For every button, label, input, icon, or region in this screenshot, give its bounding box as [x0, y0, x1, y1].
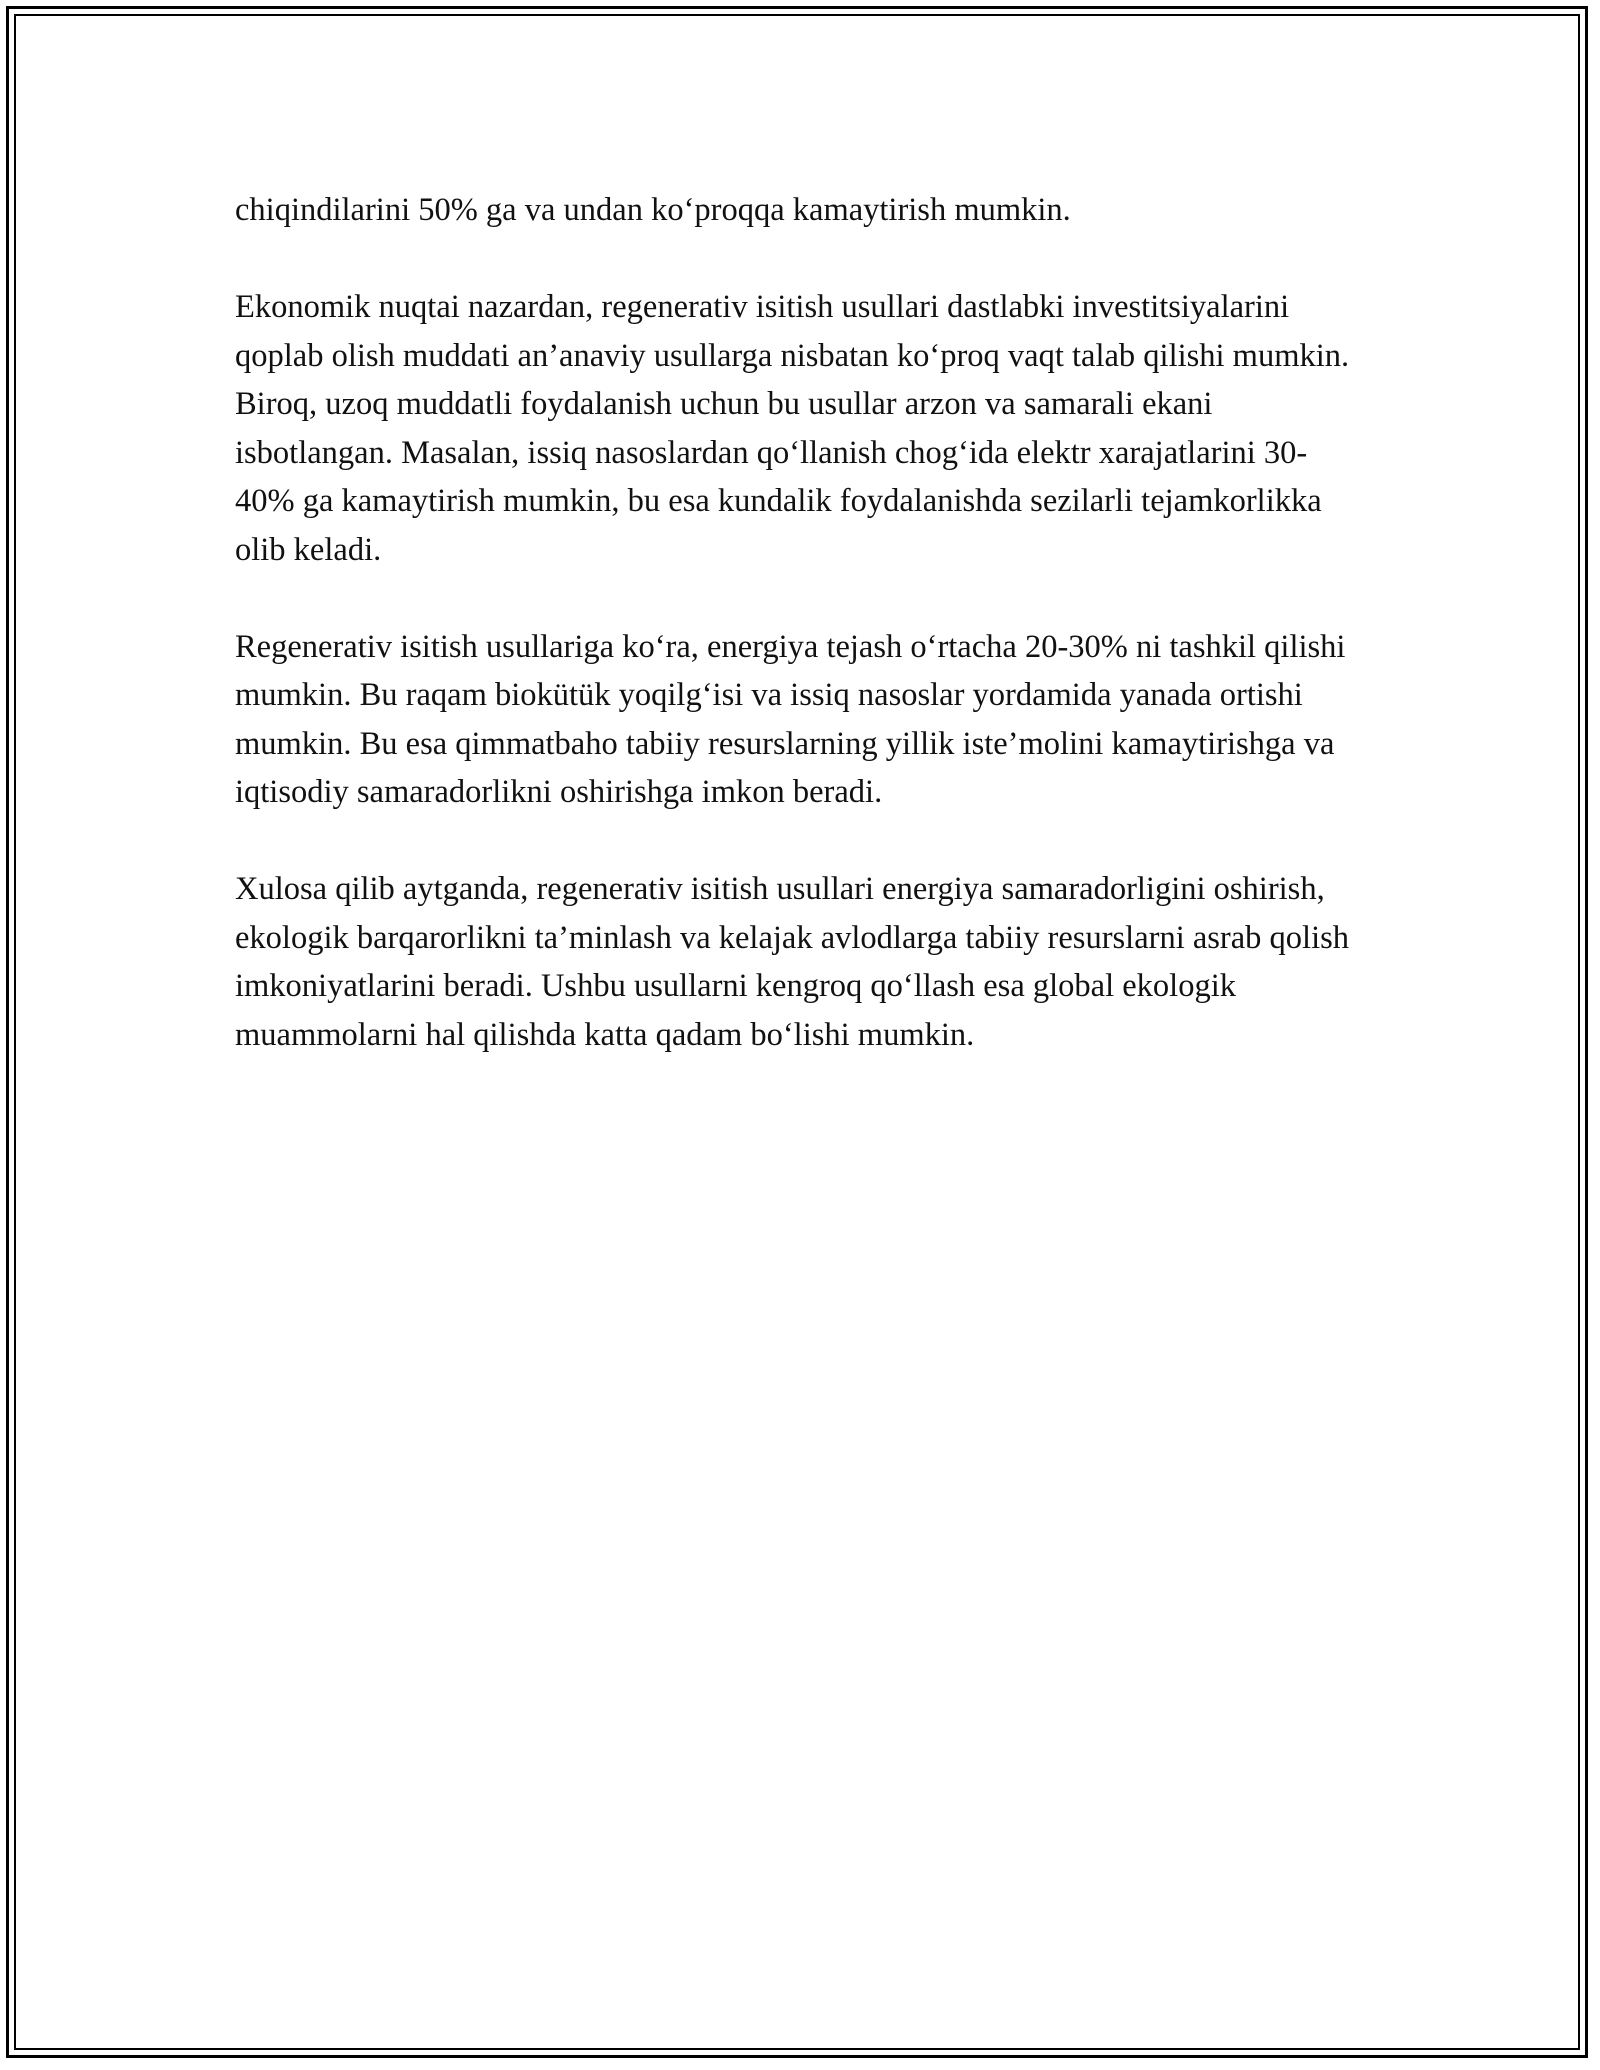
- document-body: [235, 186, 1355, 1108]
- paragraph-1: chiqindilarini 50% ga va undan ko‘proqqa kamaytirish mumkin.: [235, 192, 1071, 228]
- paragraph-2: Ekonomik nuqtai nazardan, regenerativ isitish usullari dastlabki investitsiyalarini qoplab olish muddati an’anaviy usullarga nisbatan ko‘proq vaqt talab qilishi mumkin. Biroq, uzoq muddatli foydalanish uchun bu usullar arzon va samarali ekani isbotlangan. Masalan, issiq nasoslardan qo‘llanish chog‘ida elektr xarajatlarini 30-40% ga kamaytirish mumkin, bu esa kundalik foydalanishda sezilarli tejamkorlikka olib keladi.: [235, 289, 1350, 568]
- paragraph-3: Regenerativ isitish usullariga ko‘ra, energiya tejash o‘rtacha 20-30% ni tashkil qilishi mumkin. Bu raqam biokütük yoqilg‘isi va issiq nasoslar yordamida yanada ortishi mumkin. Bu esa qimmatbaho tabiiy resurslarning yillik iste’molini kamaytirishga va iqtisodiy samaradorlikni oshirishga imkon beradi.: [235, 628, 1346, 810]
- paragraph-4: Xulosa qilib aytganda, regenerativ isitish usullari energiya samaradorligini oshirish, ekologik barqarorlikni ta’minlash va kelajak avlodlarga tabiiy resurslarni asrab qolish imkoniyatlarini beradi. Ushbu usullarni kengroq qo‘llash esa global ekologik muammolarni hal qilishda katta qadam bo‘lishi mumkin.: [235, 871, 1349, 1053]
